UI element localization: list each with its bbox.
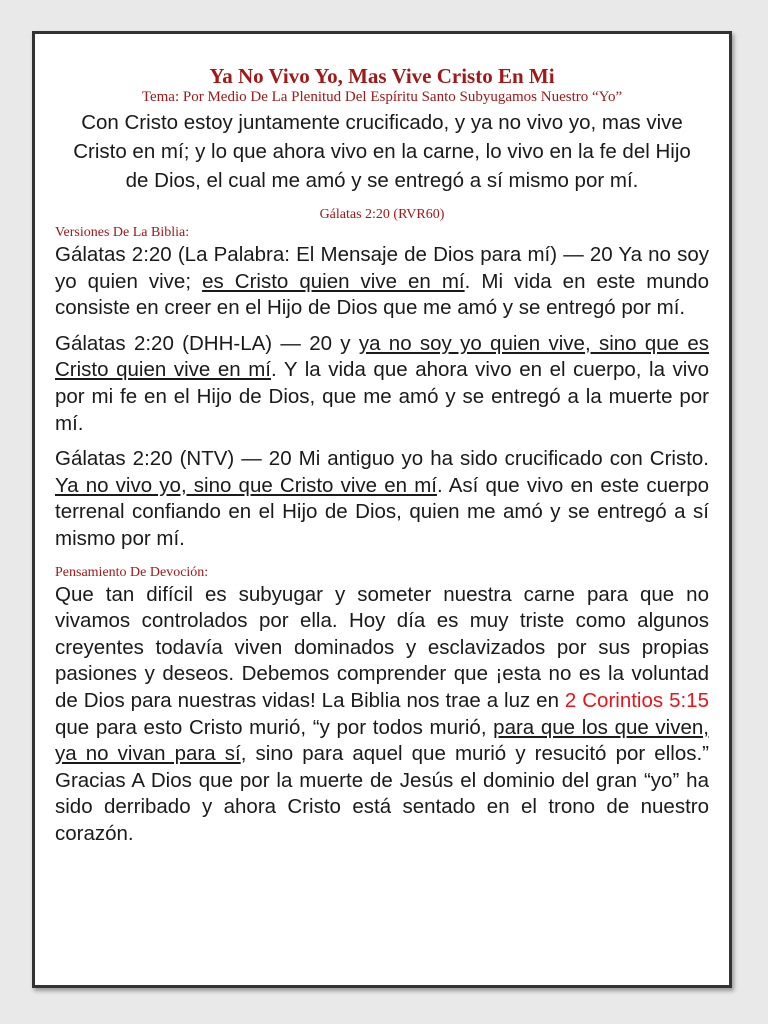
version-paragraph-palabra: [55, 242, 709, 322]
version-underlined-text: es Cristo quien vive en mí: [202, 269, 465, 293]
version-text: Gálatas 2:20 (NTV) — 20 Mi antiguo yo ha sido crucificado con Cristo.: [55, 447, 709, 471]
devotion-text: Que tan difícil es subyugar y someter nuestra carne para que no vivamos controlados por ella. Hoy día es muy triste como algunos creyentes todavía viven dominados y esclavizados por sus propias pasiones y deseos. Debemos comprender que ¡esta no es la voluntad de Dios para nuestras vidas! La Biblia nos trae a luz en: [55, 582, 709, 712]
document-page: [32, 31, 732, 988]
devotion-underlined-text: para que los que viven, ya no vivan para sí: [55, 715, 709, 766]
version-paragraph-dhh: [55, 331, 709, 437]
key-verse: Con Cristo estoy juntamente crucificado, y ya no vivo yo, mas vive Cristo en mí; y lo que ahora vivo en la carne, lo vivo en la fe del Hijo de Dios, el cual me amó y se entregó a sí mismo por mí.: [73, 111, 691, 192]
version-underlined-text: Ya no vivo yo, sino que Cristo vive en mí: [55, 473, 437, 497]
version-text: . Mi vida en este mundo consiste en creer en el Hijo de Dios que me amó y se entregó por mí.: [55, 269, 709, 320]
devotion-text: , sino para aquel que murió y resucitó por ellos.” Gracias A Dios que por la muerte de Jesús el dominio del gran “yo” ha sido derribado y ahora Cristo está sentado en el trono de nuestro corazón.: [55, 742, 709, 845]
devotion-text: que para esto Cristo murió, “y por todos murió,: [55, 715, 494, 739]
version-underlined-text: ya no soy yo quien vive, sino que es Cristo quien vive en mí: [55, 331, 710, 382]
key-verse-reference: Gálatas 2:20 (RVR60): [319, 207, 445, 222]
devotion-label: Pensamiento De Devoción:: [55, 564, 209, 580]
scripture-reference-link[interactable]: 2 Corintios 5:15: [564, 688, 709, 712]
version-text: . Así que vivo en este cuerpo terrenal confiando en el Hijo de Dios, quien me amó y se entregó a sí mismo por mí.: [55, 473, 709, 550]
devotion-paragraph: [55, 582, 709, 848]
version-text: Gálatas 2:20 (DHH-LA) — 20 y: [55, 331, 359, 355]
page-subtitle: Tema: Por Medio De La Plenitud Del Espíritu Santo Subyugamos Nuestro “Yo”: [141, 89, 623, 105]
version-text: Gálatas 2:20 (La Palabra: El Mensaje de Dios para mí) — 20 Ya no soy yo quien vive;: [55, 243, 709, 293]
page-title: Ya No Vivo Yo, Mas Vive Cristo En Mi: [209, 64, 555, 88]
version-paragraph-ntv: [55, 446, 709, 552]
version-text: . Y la vida que ahora vivo en el cuerpo, la vivo por mi fe en el Hijo de Dios, que me amó y se entregó a la muerte por mí.: [55, 358, 709, 435]
versions-label: Versiones De La Biblia:: [55, 225, 190, 240]
page-content: [55, 64, 709, 847]
